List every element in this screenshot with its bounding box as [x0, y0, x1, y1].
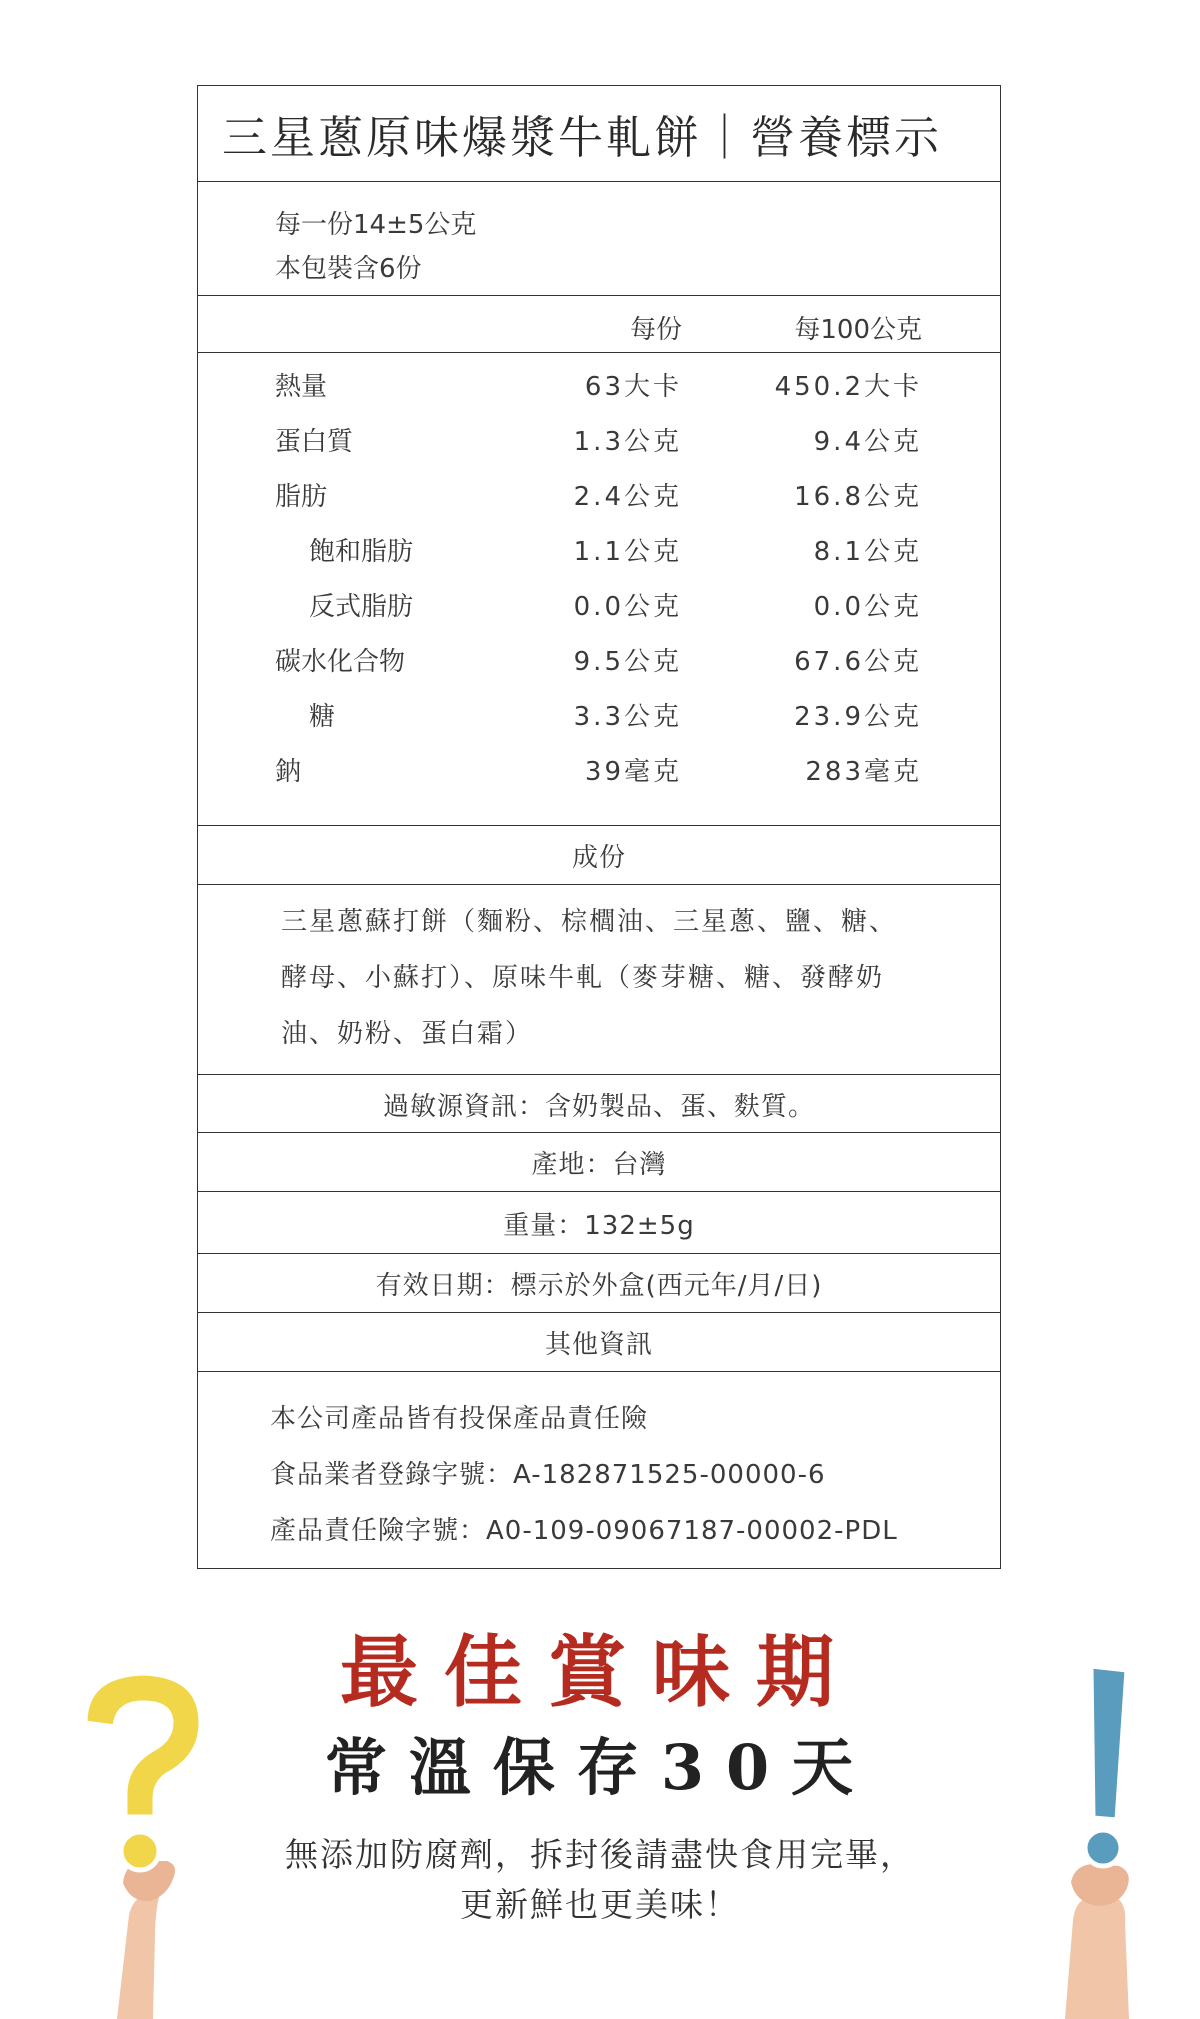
nutrient-per-100g: 23.9公克 — [794, 702, 922, 732]
nutrient-name: 鈉 — [275, 757, 302, 787]
nutrient-per-100g: 8.1公克 — [813, 537, 922, 567]
table-row — [198, 696, 1000, 752]
divider — [198, 884, 1000, 885]
nutrient-per-serving: 1.1公克 — [573, 537, 682, 567]
serving-info — [198, 183, 1000, 295]
nutrient-name: 飽和脂肪 — [309, 537, 414, 567]
ingredients-line: 酵母、小蘇打）、原味牛軋（麥芽糖、糖、發酵奶 — [281, 963, 885, 993]
nutrient-per-serving: 63大卡 — [584, 372, 682, 402]
table-row — [198, 531, 1000, 587]
origin-info: 產地：台灣 — [531, 1150, 667, 1180]
nutrient-per-serving: 3.3公克 — [573, 702, 682, 732]
nutrient-per-100g: 283毫克 — [805, 757, 922, 787]
col-per-serving: 每份 — [629, 315, 682, 345]
table-row — [198, 751, 1000, 807]
nutrient-name: 熱量 — [275, 372, 328, 402]
nutrient-per-100g: 450.2大卡 — [774, 372, 922, 402]
allergen-info: 過敏源資訊：含奶製品、蛋、麩質。 — [382, 1091, 815, 1122]
nutrient-name: 蛋白質 — [275, 427, 354, 457]
nutrient-name: 碳水化合物 — [275, 647, 406, 677]
divider — [198, 1371, 1000, 1372]
other-info-heading: 其他資訊 — [544, 1330, 653, 1360]
divider — [198, 1253, 1000, 1254]
question-mark-hand-icon — [55, 1665, 215, 2019]
best-before-heading: 最佳賞味期 — [339, 1627, 860, 1718]
label-title: 三星蔥原味爆漿牛軋餅｜營養標示 — [222, 111, 943, 164]
freshness-note-line: 更新鮮也更美味！ — [460, 1885, 740, 1924]
nutrient-per-serving: 2.4公克 — [573, 482, 682, 512]
nutrient-name: 反式脂肪 — [309, 592, 414, 622]
nutrient-per-100g: 9.4公克 — [813, 427, 922, 457]
divider — [198, 1074, 1000, 1075]
nutrient-per-100g: 67.6公克 — [794, 647, 922, 677]
divider — [198, 181, 1000, 182]
divider — [198, 1312, 1000, 1313]
nutrient-per-serving: 9.5公克 — [573, 647, 682, 677]
serving-size: 每一份14±5公克 — [275, 210, 477, 240]
nutrient-per-serving: 39毫克 — [584, 757, 682, 787]
ingredients-line: 油、奶粉、蛋白霜） — [281, 1019, 534, 1049]
other-info-line: 本公司產品皆有投保產品責任險 — [270, 1404, 649, 1434]
nutrition-label — [197, 85, 1001, 1569]
other-info — [198, 1373, 1000, 1568]
nutrient-per-100g: 16.8公克 — [794, 482, 922, 512]
nutrient-table — [198, 354, 1000, 814]
nutrient-name: 脂肪 — [275, 482, 328, 512]
table-row — [198, 586, 1000, 642]
storage-heading: 常溫保存30天 — [324, 1731, 876, 1804]
divider — [198, 295, 1000, 296]
other-info-line: 食品業者登錄字號：A-182871525-00000-6 — [270, 1460, 826, 1490]
table-row — [198, 366, 1000, 422]
nutrient-name: 糖 — [309, 702, 336, 732]
divider — [198, 1191, 1000, 1192]
column-header — [198, 297, 1000, 351]
ingredients-line: 三星蔥蘇打餅（麵粉、棕櫚油、三星蔥、鹽、糖、 — [281, 907, 898, 937]
other-info-line: 產品責任險字號：A0-109-09067187-00002-PDL — [270, 1516, 898, 1546]
col-per-100g: 每100公克 — [794, 315, 922, 345]
expiry-info: 有效日期：標示於外盒(西元年/月/日) — [375, 1271, 823, 1301]
table-row — [198, 476, 1000, 532]
divider — [198, 1132, 1000, 1133]
table-row — [198, 641, 1000, 697]
ingredients-heading: 成份 — [571, 843, 626, 873]
freshness-note-line: 無添加防腐劑，拆封後請盡快食用完畢， — [285, 1835, 915, 1874]
nutrient-per-serving: 0.0公克 — [573, 592, 682, 622]
servings-per-package: 本包裝含6份 — [275, 254, 422, 284]
weight-info: 重量：132±5g — [503, 1210, 695, 1241]
nutrient-per-serving: 1.3公克 — [573, 427, 682, 457]
table-row — [198, 421, 1000, 477]
ingredients-list — [198, 886, 1000, 1074]
divider — [198, 352, 1000, 353]
nutrient-per-100g: 0.0公克 — [813, 592, 922, 622]
exclamation-mark-hand-icon — [1045, 1660, 1155, 2019]
divider — [198, 825, 1000, 826]
